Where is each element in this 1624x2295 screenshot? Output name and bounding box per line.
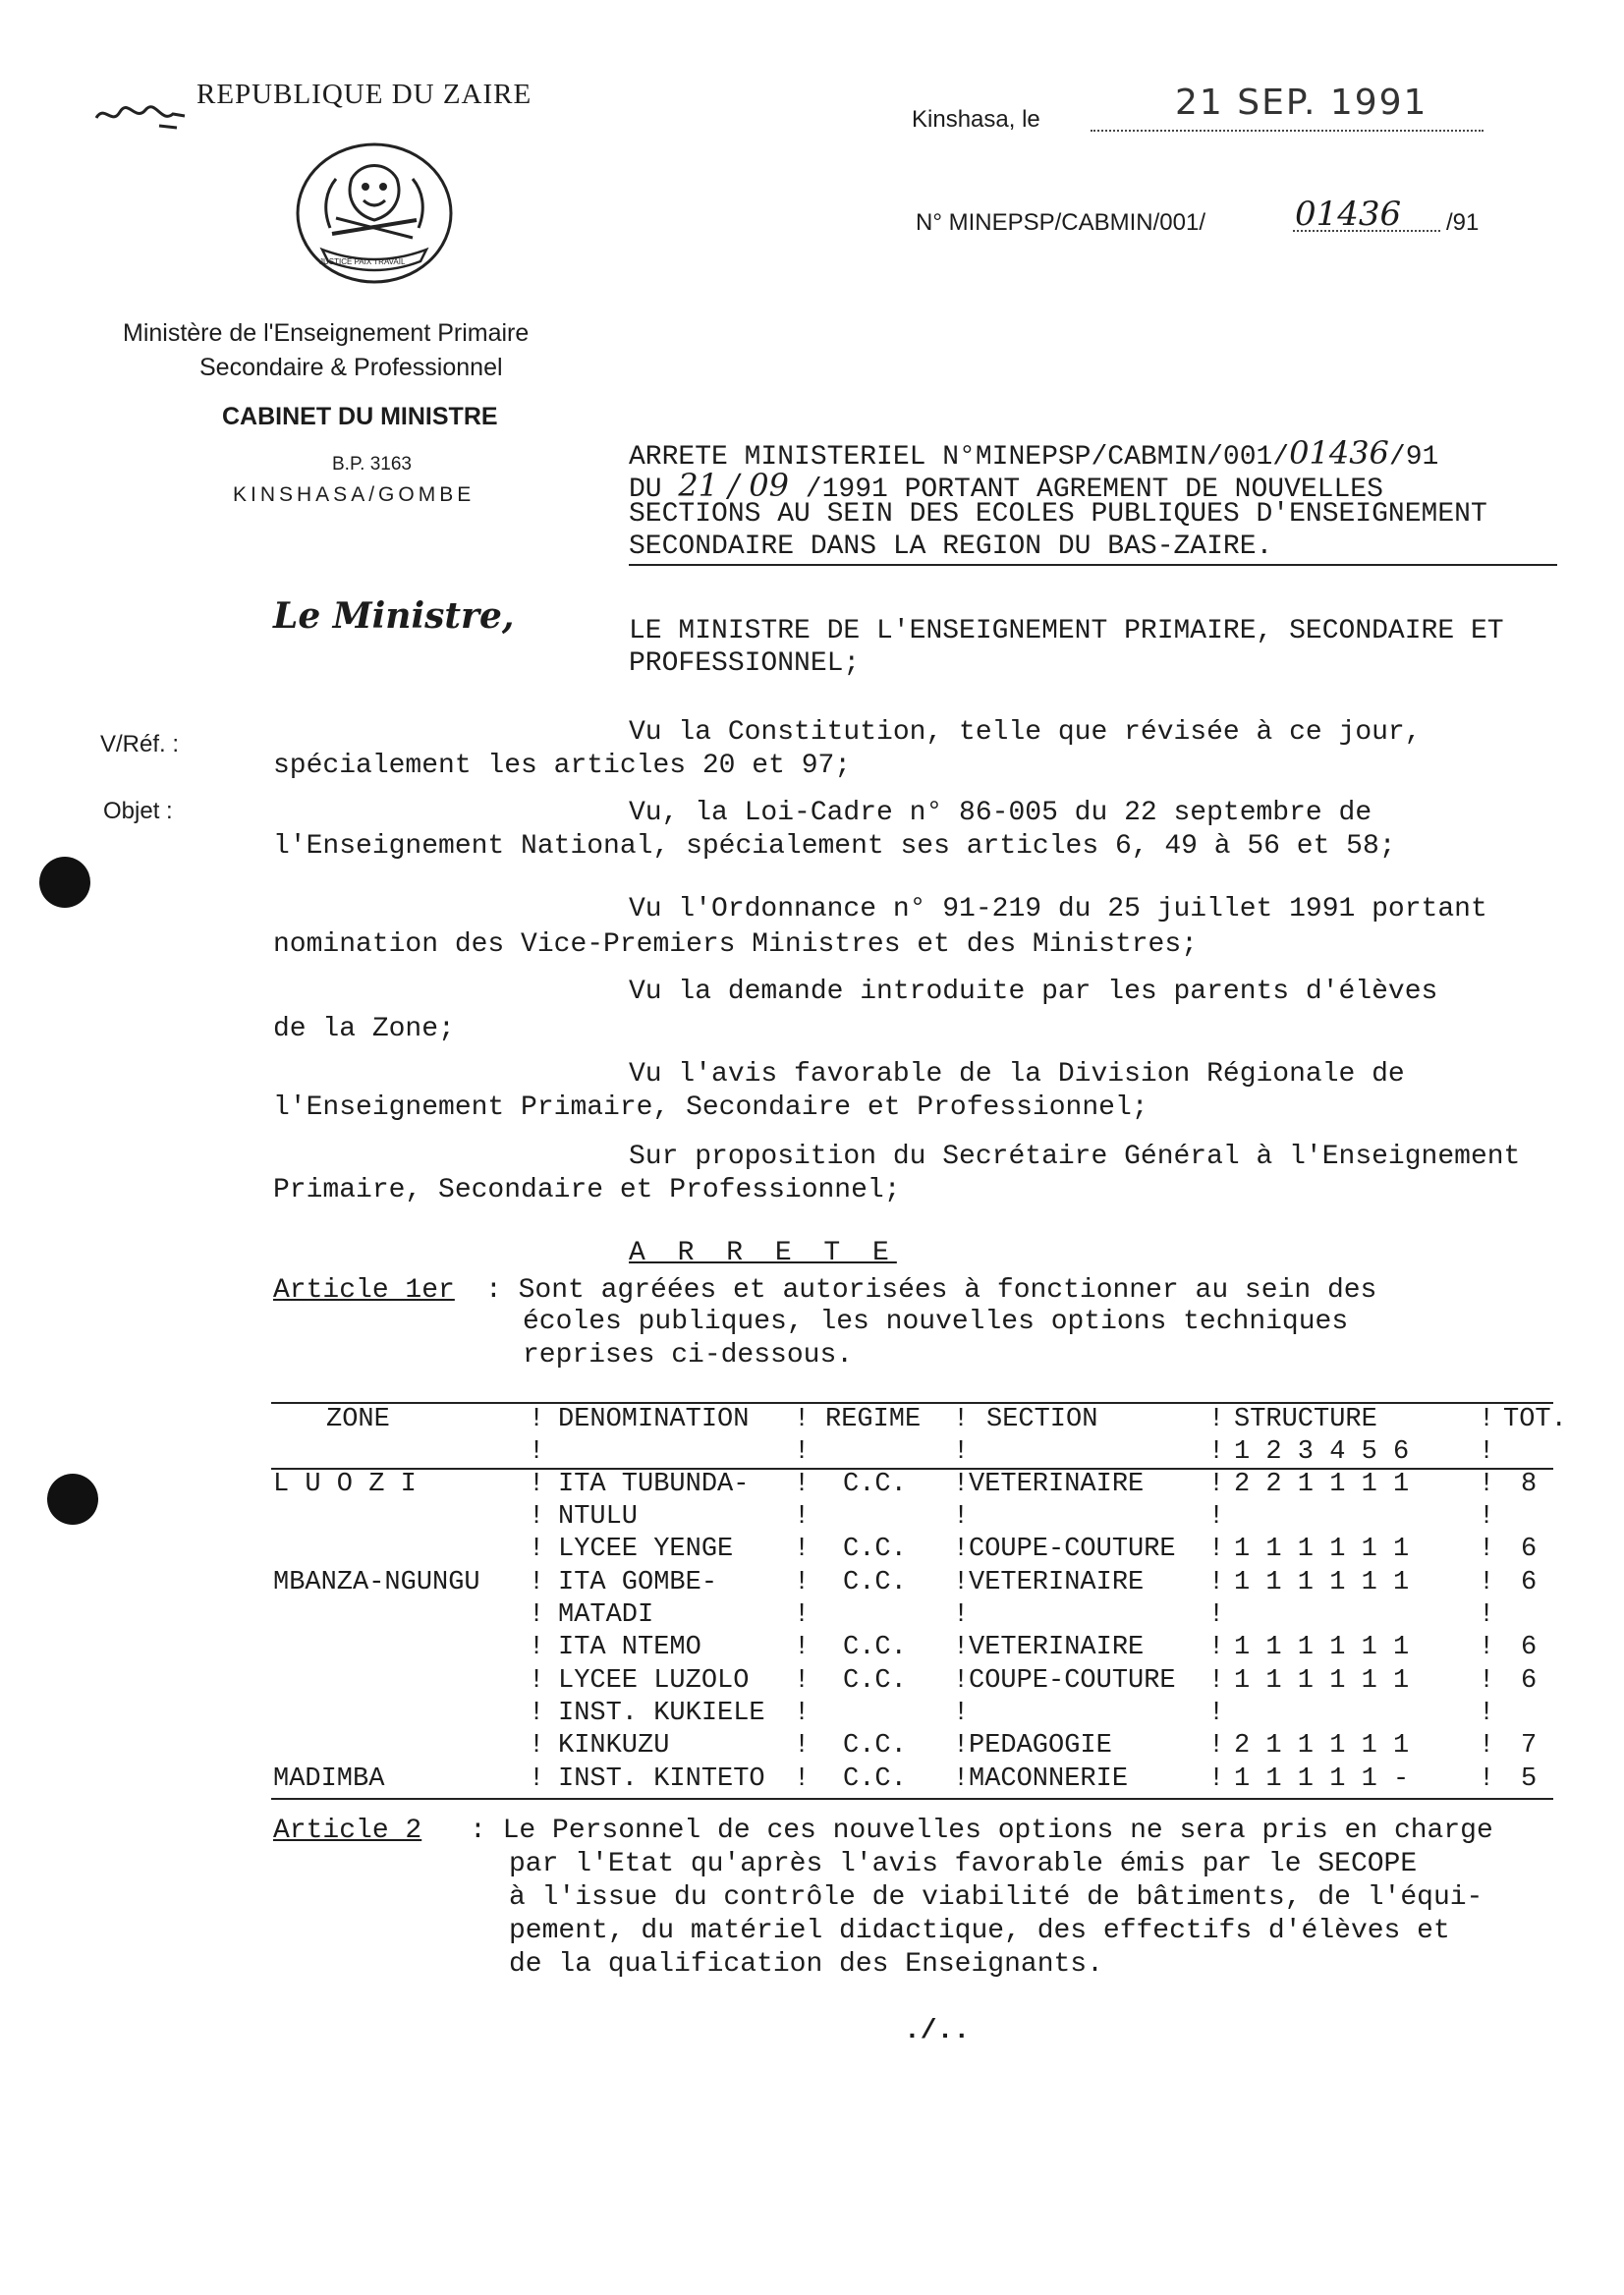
title-line-3: SECTIONS AU SEIN DES ECOLES PUBLIQUES D'ENSEIGNEMENT bbox=[629, 499, 1487, 530]
column-separator-mark: ! bbox=[794, 1633, 811, 1662]
cabinet-heading: CABINET DU MINISTRE bbox=[222, 403, 498, 430]
date-stamp-value: 21 SEP. 1991 bbox=[1175, 83, 1428, 123]
continuation-mark: ./.. bbox=[904, 2016, 971, 2046]
consideration-3a: Vu l'Ordonnance n° 91-219 du 25 juillet 1991 portant bbox=[629, 894, 1487, 924]
column-separator-mark: ! bbox=[1208, 1535, 1225, 1564]
column-separator-mark: ! bbox=[1208, 1699, 1225, 1728]
column-separator-mark: ! bbox=[794, 1535, 811, 1564]
consideration-1b: spécialement les articles 20 et 97; bbox=[273, 751, 852, 781]
row-section: VETERINAIRE bbox=[969, 1633, 1145, 1662]
reference-label: N° MINEPSP/CABMIN/001/ bbox=[916, 209, 1206, 236]
row-structure: 1 1 1 1 1 1 bbox=[1234, 1633, 1410, 1662]
minister-line-1: LE MINISTRE DE L'ENSEIGNEMENT PRIMAIRE, SECONDAIRE ET bbox=[629, 616, 1504, 646]
title-line-1-suffix: /91 bbox=[1388, 442, 1439, 473]
row-total: 8 bbox=[1521, 1470, 1538, 1499]
consideration-3b: nomination des Vice-Premiers Ministres et des Ministres; bbox=[273, 929, 1198, 960]
column-separator-mark: ! bbox=[529, 1502, 545, 1532]
column-separator-mark: ! bbox=[794, 1666, 811, 1696]
title-date: 21 / 09 bbox=[678, 467, 789, 504]
column-separator-mark: ! bbox=[1479, 1699, 1495, 1728]
row-denomination: KINKUZU bbox=[558, 1731, 670, 1761]
header-total: TOT. bbox=[1503, 1405, 1567, 1434]
column-separator-mark: ! bbox=[1208, 1666, 1225, 1696]
column-separator-mark: ! bbox=[794, 1502, 811, 1532]
article-2-label: Article 2 bbox=[273, 1816, 422, 1846]
consideration-6a: Sur proposition du Secrétaire Général à l'Enseignement bbox=[629, 1142, 1521, 1172]
punch-hole-bottom bbox=[47, 1474, 98, 1525]
header-structure: STRUCTURE bbox=[1234, 1405, 1377, 1434]
row-total: 6 bbox=[1521, 1666, 1538, 1696]
article-1-label: Article 1er bbox=[273, 1275, 455, 1306]
scribble-icon bbox=[90, 96, 198, 132]
column-separator-mark: ! bbox=[953, 1437, 970, 1467]
article-1-line-3: reprises ci-dessous. bbox=[523, 1340, 854, 1371]
row-regime: C.C. bbox=[843, 1535, 907, 1564]
minister-line-2: PROFESSIONNEL; bbox=[629, 648, 861, 679]
row-zone: MBANZA-NGUNGU bbox=[273, 1568, 480, 1597]
row-section: COUPE-COUTURE bbox=[969, 1535, 1176, 1564]
title-line-4: SECONDAIRE DANS LA REGION DU BAS-ZAIRE. bbox=[629, 532, 1273, 562]
ministry-line-1: Ministère de l'Enseignement Primaire bbox=[123, 319, 530, 347]
objet-label: Objet : bbox=[103, 798, 173, 824]
column-separator-mark: ! bbox=[529, 1535, 545, 1564]
column-separator-mark: ! bbox=[953, 1699, 970, 1728]
row-section: COUPE-COUTURE bbox=[969, 1666, 1176, 1696]
republic-heading: REPUBLIQUE DU ZAIRE bbox=[196, 79, 532, 110]
row-structure: 1 1 1 1 1 1 bbox=[1234, 1535, 1410, 1564]
row-total: 6 bbox=[1521, 1535, 1538, 1564]
consideration-6b: Primaire, Secondaire et Professionnel; bbox=[273, 1175, 901, 1205]
column-separator-mark: ! bbox=[953, 1666, 970, 1696]
header-structure-years: 1 2 3 4 5 6 bbox=[1234, 1437, 1410, 1467]
row-regime: C.C. bbox=[843, 1470, 907, 1499]
column-separator-mark: ! bbox=[794, 1470, 811, 1499]
column-separator-mark: ! bbox=[953, 1405, 970, 1434]
row-regime: C.C. bbox=[843, 1633, 907, 1662]
emblem-motto: JUSTICE PAIX TRAVAIL bbox=[319, 257, 406, 266]
reference-dotted-line bbox=[1293, 230, 1440, 232]
column-separator-mark: ! bbox=[1479, 1600, 1495, 1630]
consideration-4a: Vu la demande introduite par les parents d'élèves bbox=[629, 977, 1438, 1007]
consideration-2b: l'Enseignement National, spécialement ses articles 6, 49 à 56 et 58; bbox=[273, 831, 1396, 862]
column-separator-mark: ! bbox=[529, 1568, 545, 1597]
row-structure: 2 2 1 1 1 1 bbox=[1234, 1470, 1410, 1499]
consideration-4b: de la Zone; bbox=[273, 1014, 455, 1044]
column-separator-mark: ! bbox=[953, 1764, 970, 1794]
consideration-5b: l'Enseignement Primaire, Secondaire et Professionnel; bbox=[273, 1092, 1148, 1123]
header-zone: ZONE bbox=[326, 1405, 390, 1434]
row-denomination: ITA TUBUNDA- bbox=[558, 1470, 750, 1499]
row-structure: 2 1 1 1 1 1 bbox=[1234, 1731, 1410, 1761]
row-total: 6 bbox=[1521, 1633, 1538, 1662]
row-structure: 1 1 1 1 1 1 bbox=[1234, 1666, 1410, 1696]
arrete-heading: A R R E T E bbox=[629, 1238, 897, 1268]
column-separator-mark: ! bbox=[794, 1731, 811, 1761]
column-separator-mark: ! bbox=[953, 1731, 970, 1761]
row-zone: MADIMBA bbox=[273, 1764, 385, 1794]
row-structure: 1 1 1 1 1 1 bbox=[1234, 1568, 1410, 1597]
row-regime: C.C. bbox=[843, 1568, 907, 1597]
row-denomination: ITA GOMBE- bbox=[558, 1568, 718, 1597]
column-separator-mark: ! bbox=[1208, 1437, 1225, 1467]
column-separator-mark: ! bbox=[953, 1502, 970, 1532]
column-separator-mark: ! bbox=[1479, 1535, 1495, 1564]
row-denomination: LYCEE YENGE bbox=[558, 1535, 734, 1564]
column-separator-mark: ! bbox=[794, 1437, 811, 1467]
column-separator-mark: ! bbox=[794, 1600, 811, 1630]
column-separator-mark: ! bbox=[1479, 1470, 1495, 1499]
column-separator-mark: ! bbox=[1479, 1633, 1495, 1662]
row-total: 6 bbox=[1521, 1568, 1538, 1597]
column-separator-mark: ! bbox=[529, 1699, 545, 1728]
scribble-mark bbox=[90, 96, 198, 132]
row-denomination: MATADI bbox=[558, 1600, 654, 1630]
column-separator-mark: ! bbox=[794, 1568, 811, 1597]
row-section: VETERINAIRE bbox=[969, 1568, 1145, 1597]
title-number: 01436 bbox=[1289, 434, 1389, 472]
vref-label: V/Réf. : bbox=[100, 731, 180, 757]
column-separator-mark: ! bbox=[1208, 1731, 1225, 1761]
row-denomination: LYCEE LUZOLO bbox=[558, 1666, 750, 1696]
column-separator-mark: ! bbox=[953, 1470, 970, 1499]
place-date-label: Kinshasa, le bbox=[912, 106, 1040, 133]
column-separator-mark: ! bbox=[953, 1535, 970, 1564]
article-2-line-3: à l'issue du contrôle de viabilité de bâtiments, de l'équi- bbox=[509, 1882, 1484, 1913]
column-separator-mark: ! bbox=[953, 1600, 970, 1630]
column-separator-mark: ! bbox=[529, 1666, 545, 1696]
row-regime: C.C. bbox=[843, 1764, 907, 1794]
table-top-rule bbox=[271, 1402, 1553, 1404]
title-line-2-rest: /1991 PORTANT AGREMENT DE NOUVELLES bbox=[805, 475, 1383, 505]
row-denomination: INST. KINTETO bbox=[558, 1764, 765, 1794]
column-separator-mark: ! bbox=[1479, 1437, 1495, 1467]
column-separator-mark: ! bbox=[529, 1633, 545, 1662]
column-separator-mark: ! bbox=[529, 1405, 545, 1434]
date-dotted-line bbox=[1091, 130, 1484, 132]
column-separator-mark: ! bbox=[953, 1633, 970, 1662]
table-bottom-rule bbox=[271, 1798, 1553, 1800]
column-separator-mark: ! bbox=[1479, 1731, 1495, 1761]
signatory-heading: Le Ministre, bbox=[273, 595, 515, 637]
consideration-2a: Vu, la Loi-Cadre n° 86-005 du 22 septembre de bbox=[629, 798, 1372, 828]
column-separator-mark: ! bbox=[794, 1405, 811, 1434]
article-2-line-5: de la qualification des Enseignants. bbox=[509, 1949, 1103, 1980]
column-separator-mark: ! bbox=[529, 1600, 545, 1630]
column-separator-mark: ! bbox=[794, 1764, 811, 1794]
column-separator-mark: ! bbox=[1479, 1568, 1495, 1597]
column-separator-mark: ! bbox=[1479, 1405, 1495, 1434]
article-1-line-1: : Sont agréées et autorisées à fonctionner au sein des bbox=[485, 1275, 1377, 1306]
row-regime: C.C. bbox=[843, 1731, 907, 1761]
consideration-1a: Vu la Constitution, telle que révisée à ce jour, bbox=[629, 717, 1422, 748]
row-total: 5 bbox=[1521, 1764, 1538, 1794]
column-separator-mark: ! bbox=[1208, 1405, 1225, 1434]
row-denomination: NTULU bbox=[558, 1502, 639, 1532]
reference-number: 01436 bbox=[1295, 195, 1402, 234]
column-separator-mark: ! bbox=[1208, 1502, 1225, 1532]
column-separator-mark: ! bbox=[1208, 1600, 1225, 1630]
article-2-line-2: par l'Etat qu'après l'avis favorable émis par le SECOPE bbox=[509, 1849, 1418, 1879]
city-address: KINSHASA/GOMBE bbox=[233, 483, 476, 506]
row-regime: C.C. bbox=[843, 1666, 907, 1696]
article-1-line-2: écoles publiques, les nouvelles options techniques bbox=[523, 1307, 1349, 1337]
consideration-5a: Vu l'avis favorable de la Division Régionale de bbox=[629, 1059, 1405, 1090]
column-separator-mark: ! bbox=[794, 1699, 811, 1728]
column-separator-mark: ! bbox=[529, 1470, 545, 1499]
row-total: 7 bbox=[1521, 1731, 1538, 1761]
column-separator-mark: ! bbox=[529, 1764, 545, 1794]
column-separator-mark: ! bbox=[1208, 1470, 1225, 1499]
column-separator-mark: ! bbox=[529, 1731, 545, 1761]
row-denomination: ITA NTEMO bbox=[558, 1633, 701, 1662]
column-separator-mark: ! bbox=[529, 1437, 545, 1467]
reference-year: /91 bbox=[1446, 209, 1480, 236]
column-separator-mark: ! bbox=[1208, 1633, 1225, 1662]
article-2-line-1: : Le Personnel de ces nouvelles options ne sera pris en charge bbox=[470, 1816, 1493, 1846]
header-denomination: DENOMINATION bbox=[558, 1405, 750, 1434]
row-section: PEDAGOGIE bbox=[969, 1731, 1112, 1761]
title-du: DU bbox=[629, 475, 662, 505]
header-regime: REGIME bbox=[825, 1405, 922, 1434]
column-separator-mark: ! bbox=[1208, 1764, 1225, 1794]
header-section: SECTION bbox=[986, 1405, 1098, 1434]
title-underline bbox=[629, 564, 1557, 566]
row-denomination: INST. KUKIELE bbox=[558, 1699, 765, 1728]
column-separator-mark: ! bbox=[1479, 1502, 1495, 1532]
row-zone: L U O Z I bbox=[273, 1470, 417, 1499]
postal-box: B.P. 3163 bbox=[332, 454, 413, 475]
column-separator-mark: ! bbox=[1479, 1666, 1495, 1696]
column-separator-mark: ! bbox=[953, 1568, 970, 1597]
column-separator-mark: ! bbox=[1208, 1568, 1225, 1597]
title-line-1-prefix: ARRETE MINISTERIEL N°MINEPSP/CABMIN/001/ bbox=[629, 442, 1290, 473]
punch-hole-top bbox=[39, 857, 90, 908]
row-structure: 1 1 1 1 1 - bbox=[1234, 1764, 1410, 1794]
ministry-line-2: Secondaire & Professionnel bbox=[199, 354, 503, 381]
row-section: MACONNERIE bbox=[969, 1764, 1129, 1794]
column-separator-mark: ! bbox=[1479, 1764, 1495, 1794]
article-2-line-4: pement, du matériel didactique, des effectifs d'élèves et bbox=[509, 1916, 1450, 1946]
row-section: VETERINAIRE bbox=[969, 1470, 1145, 1499]
